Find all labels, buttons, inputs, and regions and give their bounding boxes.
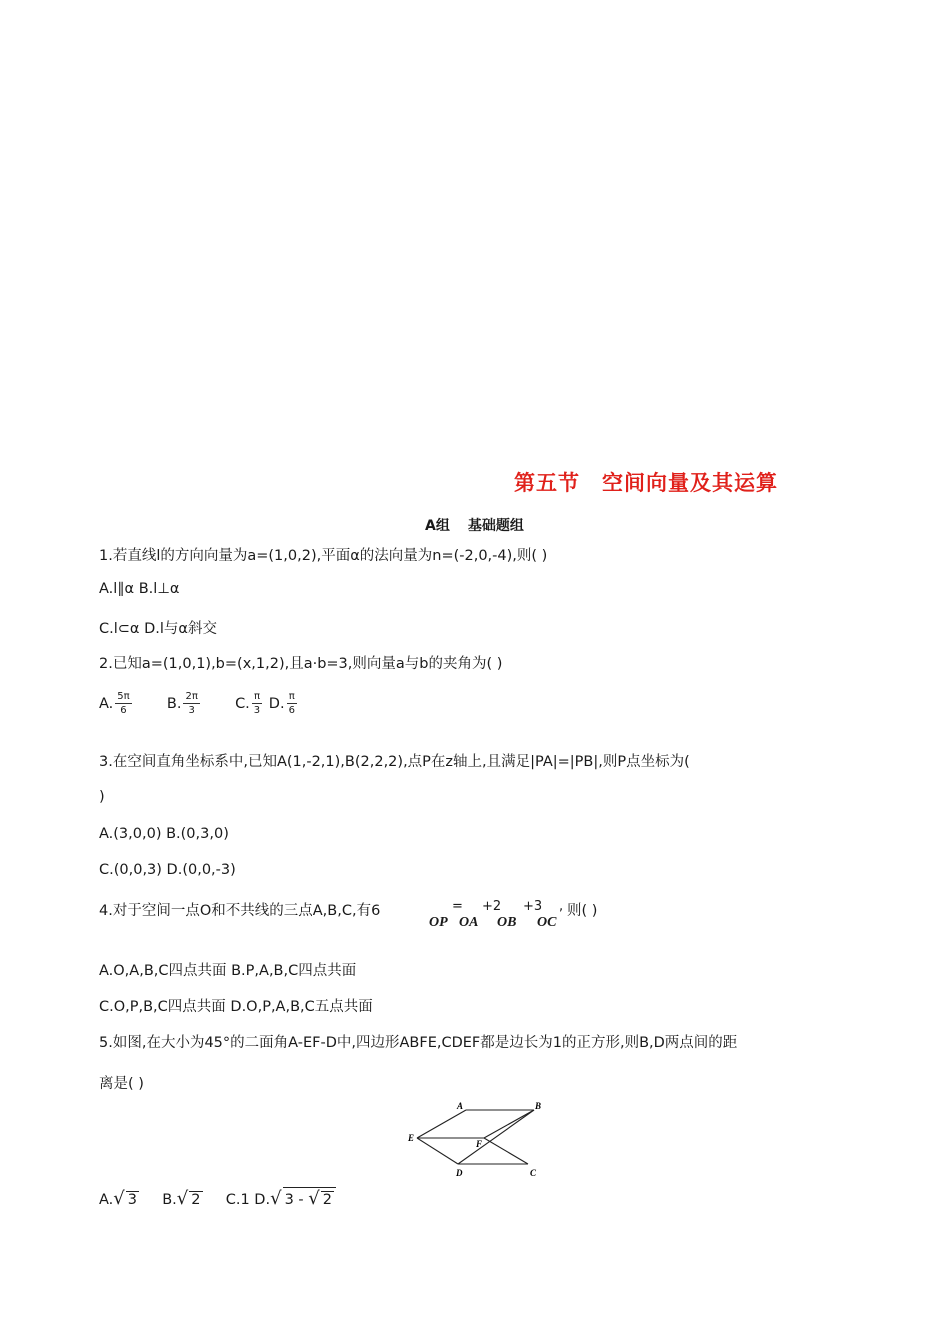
q4-comma: , xyxy=(559,899,564,914)
dihedral-angle-figure xyxy=(404,1098,556,1182)
q3-options-cd: C.(0,0,3) D.(0,0,-3) xyxy=(99,862,236,878)
q4-options-cd: C.O,P,B,C四点共面 D.O,P,A,B,C五点共面 xyxy=(99,999,373,1015)
q2-option-c: C. $\frac{\pi}{3}$ xyxy=(235,691,261,716)
q4-plus3: +3 xyxy=(523,899,543,914)
q5-option-a: A.√ 3 xyxy=(99,1188,137,1209)
q5-option-d: D.√ 3 - √ 2 xyxy=(254,1192,336,1208)
page-title xyxy=(514,467,778,497)
q2-option-a: A. $\frac{5\pi}{6}$ xyxy=(99,691,130,716)
vector-oc: OC xyxy=(537,915,557,930)
title-section: 第五节 xyxy=(514,471,580,495)
q4-eq: = xyxy=(452,899,463,914)
q5-stem-line2: 离是( ) xyxy=(99,1076,144,1092)
q2-option-b: B. $\frac{2\pi}{3}$ xyxy=(166,691,198,716)
label-e: E xyxy=(408,1133,415,1143)
q2-option-d: D. $\frac{\pi}{6}$ xyxy=(268,691,295,716)
q3-stem-end: ) xyxy=(99,789,105,805)
group-heading xyxy=(425,515,524,535)
vector-oa: OA xyxy=(459,915,479,930)
q5-option-b: B.√ 2 xyxy=(162,1188,201,1209)
q1-options-ab: A.l∥α B.l⊥α xyxy=(99,581,180,597)
edge-ea xyxy=(417,1110,466,1138)
group-label: A组 xyxy=(425,518,450,534)
vector-op: OP xyxy=(429,915,448,930)
group-name: 基础题组 xyxy=(467,518,524,534)
segment-bd xyxy=(458,1110,534,1164)
q3-options-ab: A.(3,0,0) B.(0,3,0) xyxy=(99,826,229,842)
edge-ed xyxy=(417,1138,458,1164)
label-f: F xyxy=(476,1139,483,1149)
edge-fc xyxy=(484,1138,528,1164)
q2-options xyxy=(99,690,299,717)
q1-options-cd: C.l⊂α D.l与α斜交 xyxy=(99,621,217,637)
q4-stem-end: 则( ) xyxy=(567,903,598,919)
q5-option-c: C.1 xyxy=(225,1192,250,1208)
q4-plus2: +2 xyxy=(482,899,502,914)
label-a: A xyxy=(457,1101,464,1111)
label-d: D xyxy=(456,1168,463,1178)
q4-stem-start: 4.对于空间一点O和不共线的三点A,B,C,有6 xyxy=(99,903,381,919)
q5-stem-line1: 5.如图,在大小为45°的二面角A-EF-D中,四边形ABFE,CDEF都是边长为1的正方形,则B,D两点间的距 xyxy=(99,1035,738,1051)
edge-bf xyxy=(484,1110,534,1138)
q2-stem: 2.已知a=(1,0,1),b=(x,1,2),且a·b=3,则向量a与b的夹角为( ) xyxy=(99,656,503,672)
label-b: B xyxy=(535,1101,542,1111)
q4-options-ab: A.O,A,B,C四点共面 B.P,A,B,C四点共面 xyxy=(99,963,357,979)
title-topic: 空间向量及其运算 xyxy=(602,471,778,495)
q5-options xyxy=(99,1187,336,1209)
q3-stem: 3.在空间直角坐标系中,已知A(1,-2,1),B(2,2,2),点P在z轴上,且满足|PA|=|PB|,则P点坐标为( xyxy=(99,754,690,770)
vector-ob: OB xyxy=(497,915,517,930)
q1-stem: 1.若直线l的方向向量为a=(1,0,2),平面α的法向量为n=(-2,0,-4),则( ) xyxy=(99,548,548,564)
label-c: C xyxy=(530,1168,537,1178)
